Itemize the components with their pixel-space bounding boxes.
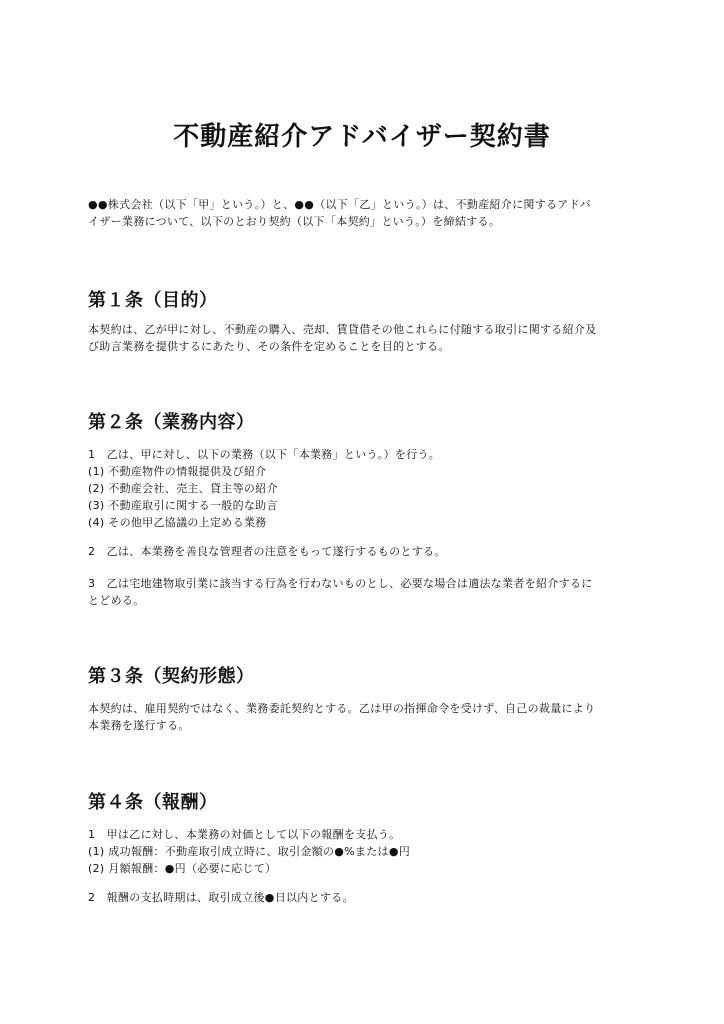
preamble-paragraph xyxy=(88,196,640,230)
article-3-paragraph xyxy=(88,700,640,734)
article-1-paragraph xyxy=(88,321,640,355)
article-4-list-item: (1) 成功報酬：不動産取引成立時に、取引金額の●%または●円 xyxy=(88,845,411,858)
article-1-line: び助言業務を提供するにあたり、その条件を定めることを目的とする。 xyxy=(88,340,450,353)
article-2-clause-2 xyxy=(88,543,640,560)
article-4-clause-2 xyxy=(88,889,640,906)
article-4-clause-1 xyxy=(88,826,640,877)
article-1-heading: 第１条（目的） xyxy=(88,290,218,311)
article-2-list-item: (3) 不動産取引に関する一般的な助言 xyxy=(88,499,278,512)
article-4-line: 2 報酬の支払時期は、取引成立後●日以内とする。 xyxy=(88,891,354,904)
article-2-line: 1 乙は、甲に対し、以下の業務（以下「本業務」という。）を行う。 xyxy=(88,448,441,461)
article-2-clause-3 xyxy=(88,575,640,609)
preamble-line: ●●株式会社（以下「甲」という。）と、●●（以下「乙」という。）は、不動産紹介に関するアドバ xyxy=(88,198,591,211)
article-2-line: 3 乙は宅地建物取引業に該当する行為を行わないものとし、必要な場合は適法な業者を紹介するに xyxy=(88,577,593,590)
article-3-heading: 第３条（契約形態） xyxy=(88,666,255,687)
article-2-list-item: (1) 不動産物件の情報提供及び紹介 xyxy=(88,465,267,478)
preamble-line: イザー業務について、以下のとおり契約（以下「本契約」という。）を締結する。 xyxy=(88,215,501,228)
article-1-line: 本契約は、乙が甲に対し、不動産の購入、売却、賃貸借その他これらに付随する取引に関する紹介及 xyxy=(88,323,597,336)
article-2-heading: 第２条（業務内容） xyxy=(88,412,255,433)
article-4-list-item: (2) 月額報酬：●円（必要に応じて） xyxy=(88,862,277,875)
article-4-heading: 第４条（報酬） xyxy=(88,792,218,813)
article-2-clause-1 xyxy=(88,446,640,531)
article-2-line: とどめる。 xyxy=(88,594,145,607)
article-4-line: 1 甲は乙に対し、本業務の対価として以下の報酬を支払う。 xyxy=(88,828,401,841)
article-3-line: 本業務を遂行する。 xyxy=(88,719,190,732)
article-3-line: 本契約は、雇用契約ではなく、業務委託契約とする。乙は甲の指揮命令を受けず、自己の裁量により xyxy=(88,702,596,715)
article-2-line: 2 乙は、本業務を善良な管理者の注意をもって遂行するものとする。 xyxy=(88,545,446,558)
article-2-list-item: (4) その他甲乙協議の上定める業務 xyxy=(88,516,267,529)
document-title: 不動産紹介アドバイザー契約書 xyxy=(173,122,551,152)
article-2-list-item: (2) 不動産会社、売主、貸主等の紹介 xyxy=(88,482,278,495)
